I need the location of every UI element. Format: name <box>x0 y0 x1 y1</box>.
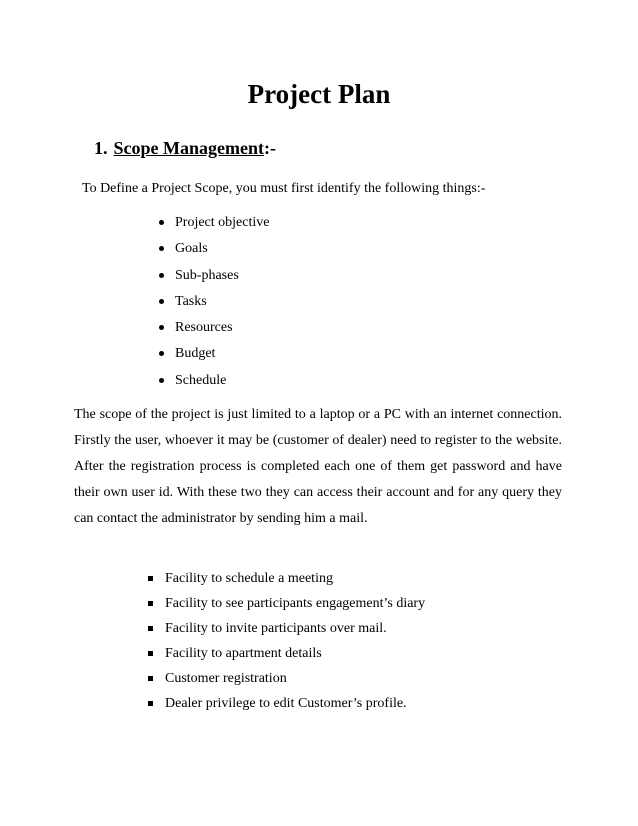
list-item-text: Facility to invite participants over mail. <box>165 621 387 636</box>
list-item <box>159 372 269 398</box>
bullet-dot-icon <box>159 273 164 278</box>
list-item-text: Goals <box>175 241 208 257</box>
section-suffix: :- <box>263 138 276 158</box>
list-item <box>148 645 425 670</box>
bullet-dot-icon <box>159 378 164 383</box>
section-number: 1. <box>94 138 108 158</box>
list-item-text: Budget <box>175 346 216 362</box>
list-item-text: Dealer privilege to edit Customer’s profile. <box>165 696 407 711</box>
list-item-text: Tasks <box>175 293 207 309</box>
list-item <box>148 570 425 595</box>
list-item <box>159 214 269 240</box>
scope-paragraph: The scope of the project is just limited to a laptop or a PC with an internet connection. Firstly the user, whoever it may be (customer of dealer) need to register to the website. After the registration process is completed each one of them get password and have their own user id. With these two they can access their account and for any query they can contact the administrator by sending him a mail. <box>74 407 562 526</box>
list-item <box>148 620 425 645</box>
bullet-square-icon <box>148 676 153 681</box>
list-item <box>148 695 425 720</box>
bullet-dot-icon <box>159 246 164 251</box>
list-item-text: Project objective <box>175 215 270 230</box>
bullet-square-icon <box>148 701 153 706</box>
list-item-text: Facility to schedule a meeting <box>165 571 333 586</box>
list-item-text: Resources <box>175 320 233 336</box>
bullet-square-icon <box>148 601 153 606</box>
list-item <box>148 595 425 620</box>
bullet-square-icon <box>148 576 153 581</box>
list-item <box>159 345 269 371</box>
bullet-dot-icon <box>159 325 164 330</box>
section-heading <box>94 136 276 160</box>
page-title: Project Plan <box>247 79 391 109</box>
bullet-square-icon <box>148 626 153 631</box>
bullet-dot-icon <box>159 220 164 225</box>
list-item-text: Customer registration <box>165 671 287 686</box>
list-item <box>159 267 269 293</box>
list-item-text: Schedule <box>175 372 227 388</box>
bullet-square-icon <box>148 651 153 656</box>
list-item-text: Sub-phases <box>175 267 239 283</box>
list-item-text: Facility to see participants engagement’s diary <box>165 596 426 611</box>
section-name: Scope Management <box>113 138 264 158</box>
scope-items-list <box>159 214 269 398</box>
list-item <box>159 240 269 266</box>
bullet-dot-icon <box>159 351 164 356</box>
list-item <box>148 670 425 695</box>
list-item-text: Facility to apartment details <box>165 646 322 661</box>
list-item <box>159 319 269 345</box>
bullet-dot-icon <box>159 299 164 304</box>
list-item <box>159 293 269 319</box>
features-list <box>148 570 425 720</box>
intro-text: To Define a Project Scope, you must first identify the following things:- <box>82 181 486 196</box>
